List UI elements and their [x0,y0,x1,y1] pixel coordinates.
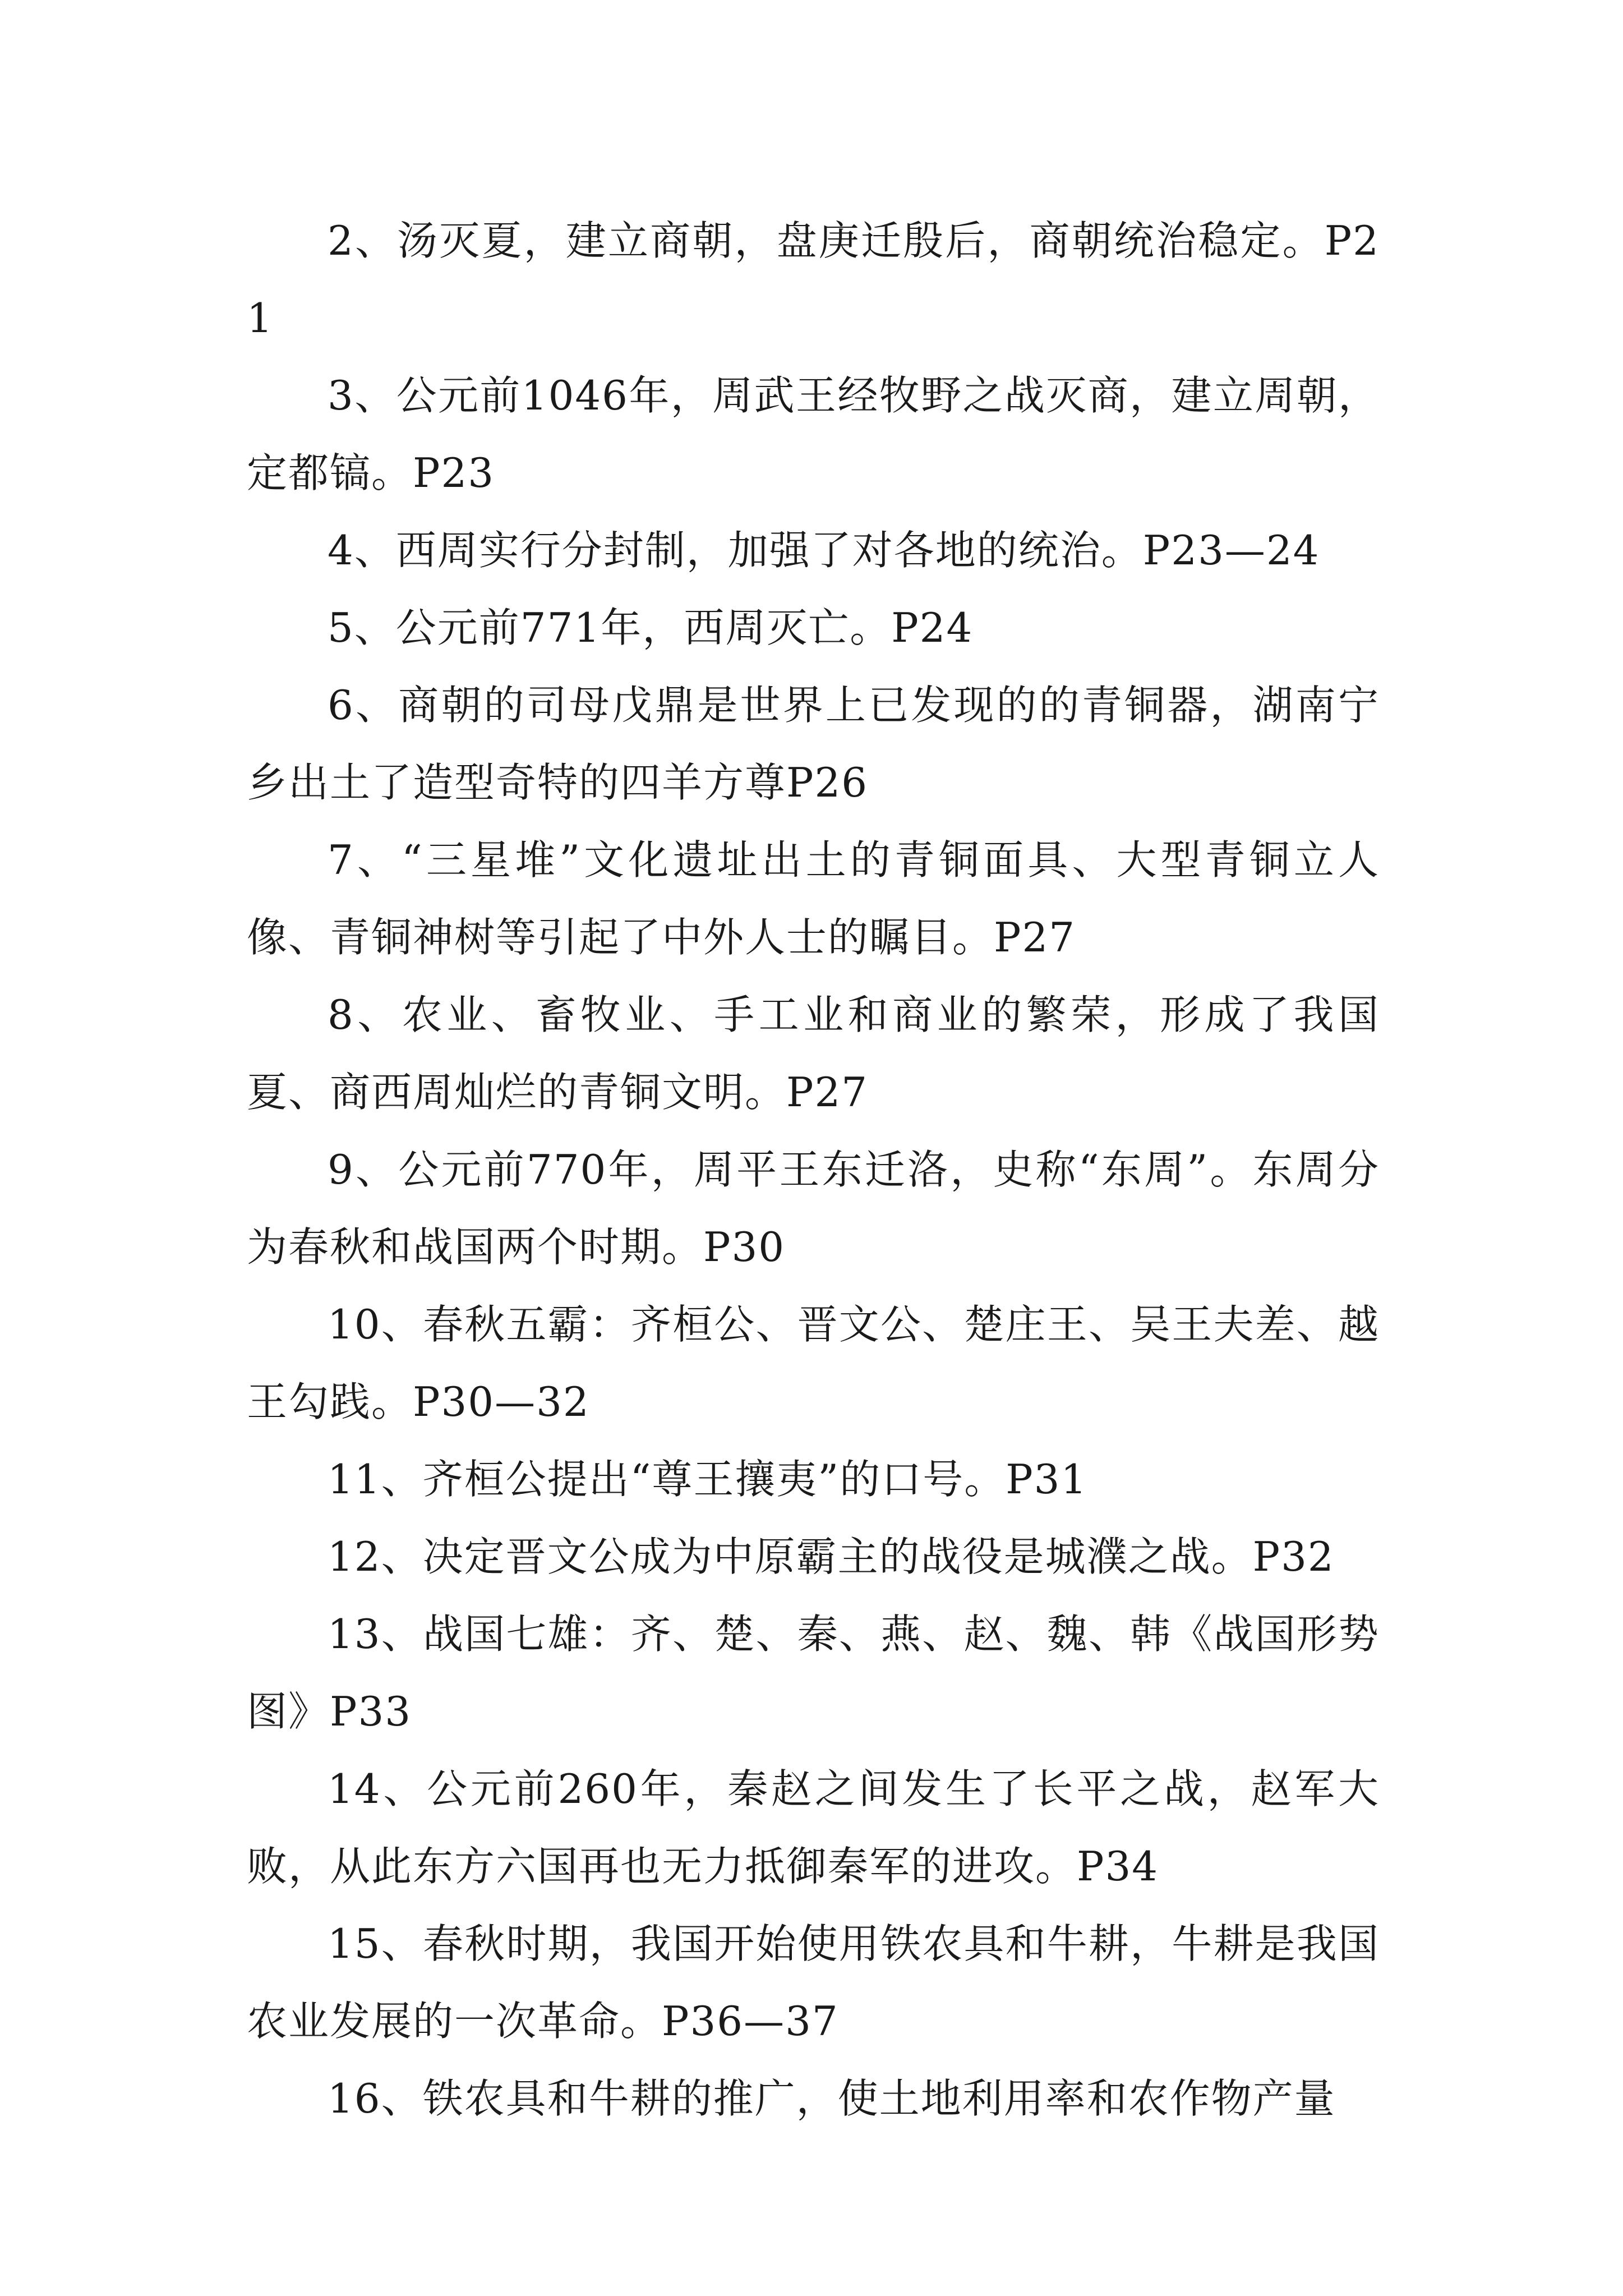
document-body [247,202,1380,2137]
paragraph-item-12: 12、决定晋文公成为中原霸主的战役是城濮之战。P32 [328,1533,1335,1580]
paragraph-item-6: 6、商朝的司母戊鼎是世界上已发现的的青铜器，湖南宁乡出土了造型奇特的四羊方尊P26 [247,682,1380,806]
paragraph-item-9: 9、公元前770年，周平王东迁洛，史称“东周”。东周分为春秋和战国两个时期。P30 [247,1146,1380,1271]
paragraph-item-2: 2、汤灭夏，建立商朝，盘庚迁殷后，商朝统治稳定。P21 [247,217,1380,342]
paragraph-item-16: 16、铁农具和牛耕的推广，使土地利用率和农作物产量 [328,2075,1336,2122]
paragraph-item-8: 8、农业、畜牧业、手工业和商业的繁荣，形成了我国夏、商西周灿烂的青铜文明。P27 [247,991,1380,1116]
paragraph-item-4: 4、西周实行分封制，加强了对各地的统治。P23—24 [328,527,1320,574]
paragraph-item-7: 7、“三星堆”文化遗址出土的青铜面具、大型青铜立人像、青铜神树等引起了中外人士的瞩目。P27 [247,836,1380,961]
paragraph-item-13: 13、战国七雄：齐、楚、秦、燕、赵、魏、韩《战国形势图》P33 [247,1611,1380,1735]
paragraph-item-15: 15、春秋时期，我国开始使用铁农具和牛耕，牛耕是我国农业发展的一次革命。P36—37 [247,1920,1380,2045]
paragraph-item-5: 5、公元前771年，西周灭亡。P24 [328,604,974,651]
paragraph-item-10: 10、春秋五霸：齐桓公、晋文公、楚庄王、吴王夫差、越王勾践。P30—32 [247,1301,1380,1425]
paragraph-item-11: 11、齐桓公提出“尊王攘夷”的口号。P31 [328,1456,1088,1503]
paragraph-item-14: 14、公元前260年，秦赵之间发生了长平之战，赵军大败，从此东方六国再也无力抵御秦军的进攻。P34 [247,1765,1380,1890]
paragraph-item-3: 3、公元前1046年，周武王经牧野之战灭商，建立周朝，定都镐。P23 [247,372,1380,496]
